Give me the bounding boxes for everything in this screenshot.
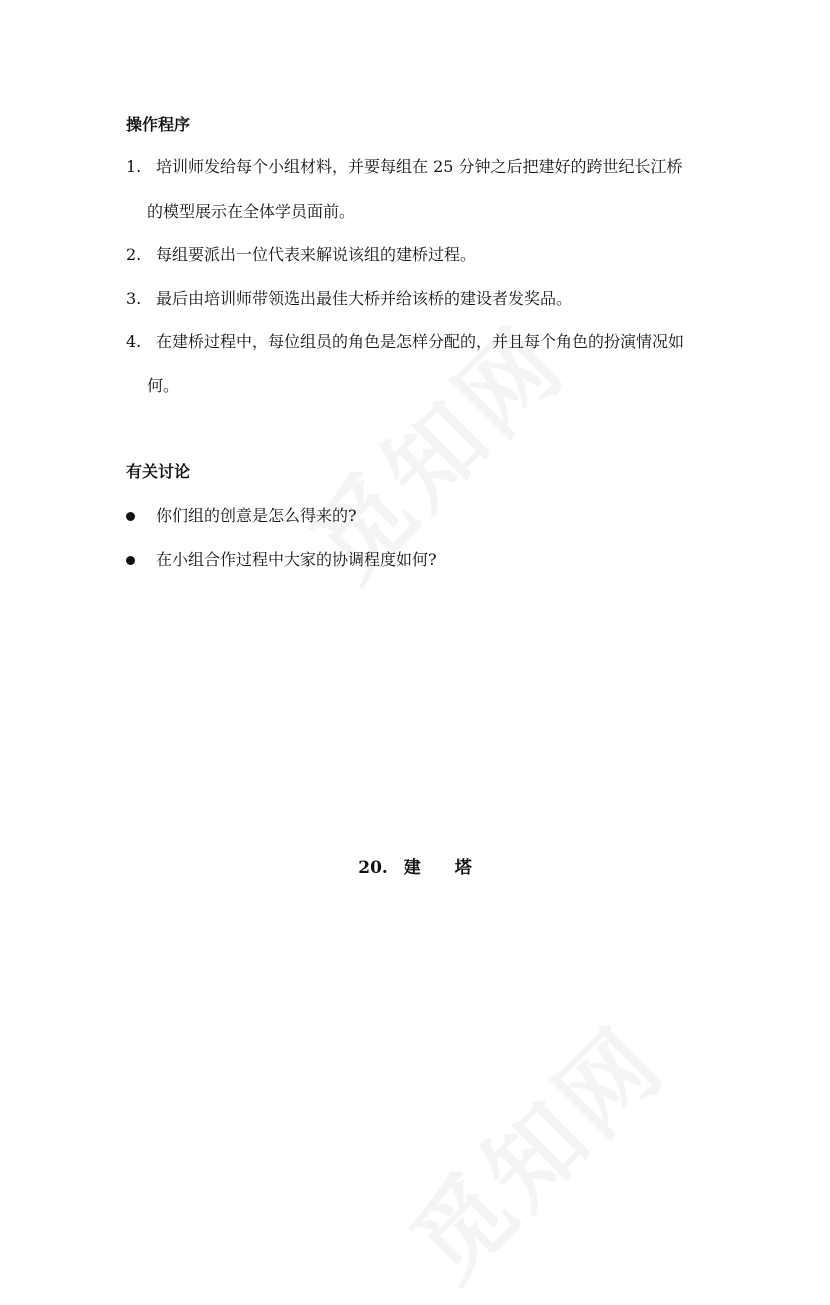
bullet-dot: [126, 512, 135, 521]
bullet-dot: [126, 556, 135, 565]
section-heading-discussion: 有关讨论: [126, 462, 191, 481]
item-number: 2.: [126, 245, 142, 264]
item-text-line: 每组要派出一位代表来解说该组的建桥过程。: [156, 245, 477, 264]
item-text-line: 的模型展示在全体学员面前。: [147, 202, 356, 221]
bullet-text: 在小组合作过程中大家的协调程度如何?: [156, 550, 437, 569]
watermark: [376, 992, 689, 1305]
chapter-title: [0, 853, 830, 878]
item-number: 1.: [126, 157, 142, 176]
section-heading-procedure: 操作程序: [126, 115, 191, 134]
chapter-number: 20.: [358, 858, 388, 878]
item-number: 4.: [126, 332, 142, 351]
chapter-char-1: 建: [403, 858, 421, 878]
item-text-line: 在建桥过程中，每位组员的角色是怎样分配的，并且每个角色的扮演情况如: [156, 332, 685, 351]
item-text-line: 培训师发给每个小组材料，并要每组在 25 分钟之后把建好的跨世纪长江桥: [156, 157, 683, 176]
item-text-line: 最后由培训师带领选出最佳大桥并给该桥的建设者发奖品。: [156, 289, 573, 308]
item-number: 3.: [126, 289, 142, 308]
bullet-text: 你们组的创意是怎么得来的?: [156, 506, 357, 525]
chapter-char-2: 塔: [454, 858, 472, 878]
item-text-line: 何。: [147, 376, 180, 395]
